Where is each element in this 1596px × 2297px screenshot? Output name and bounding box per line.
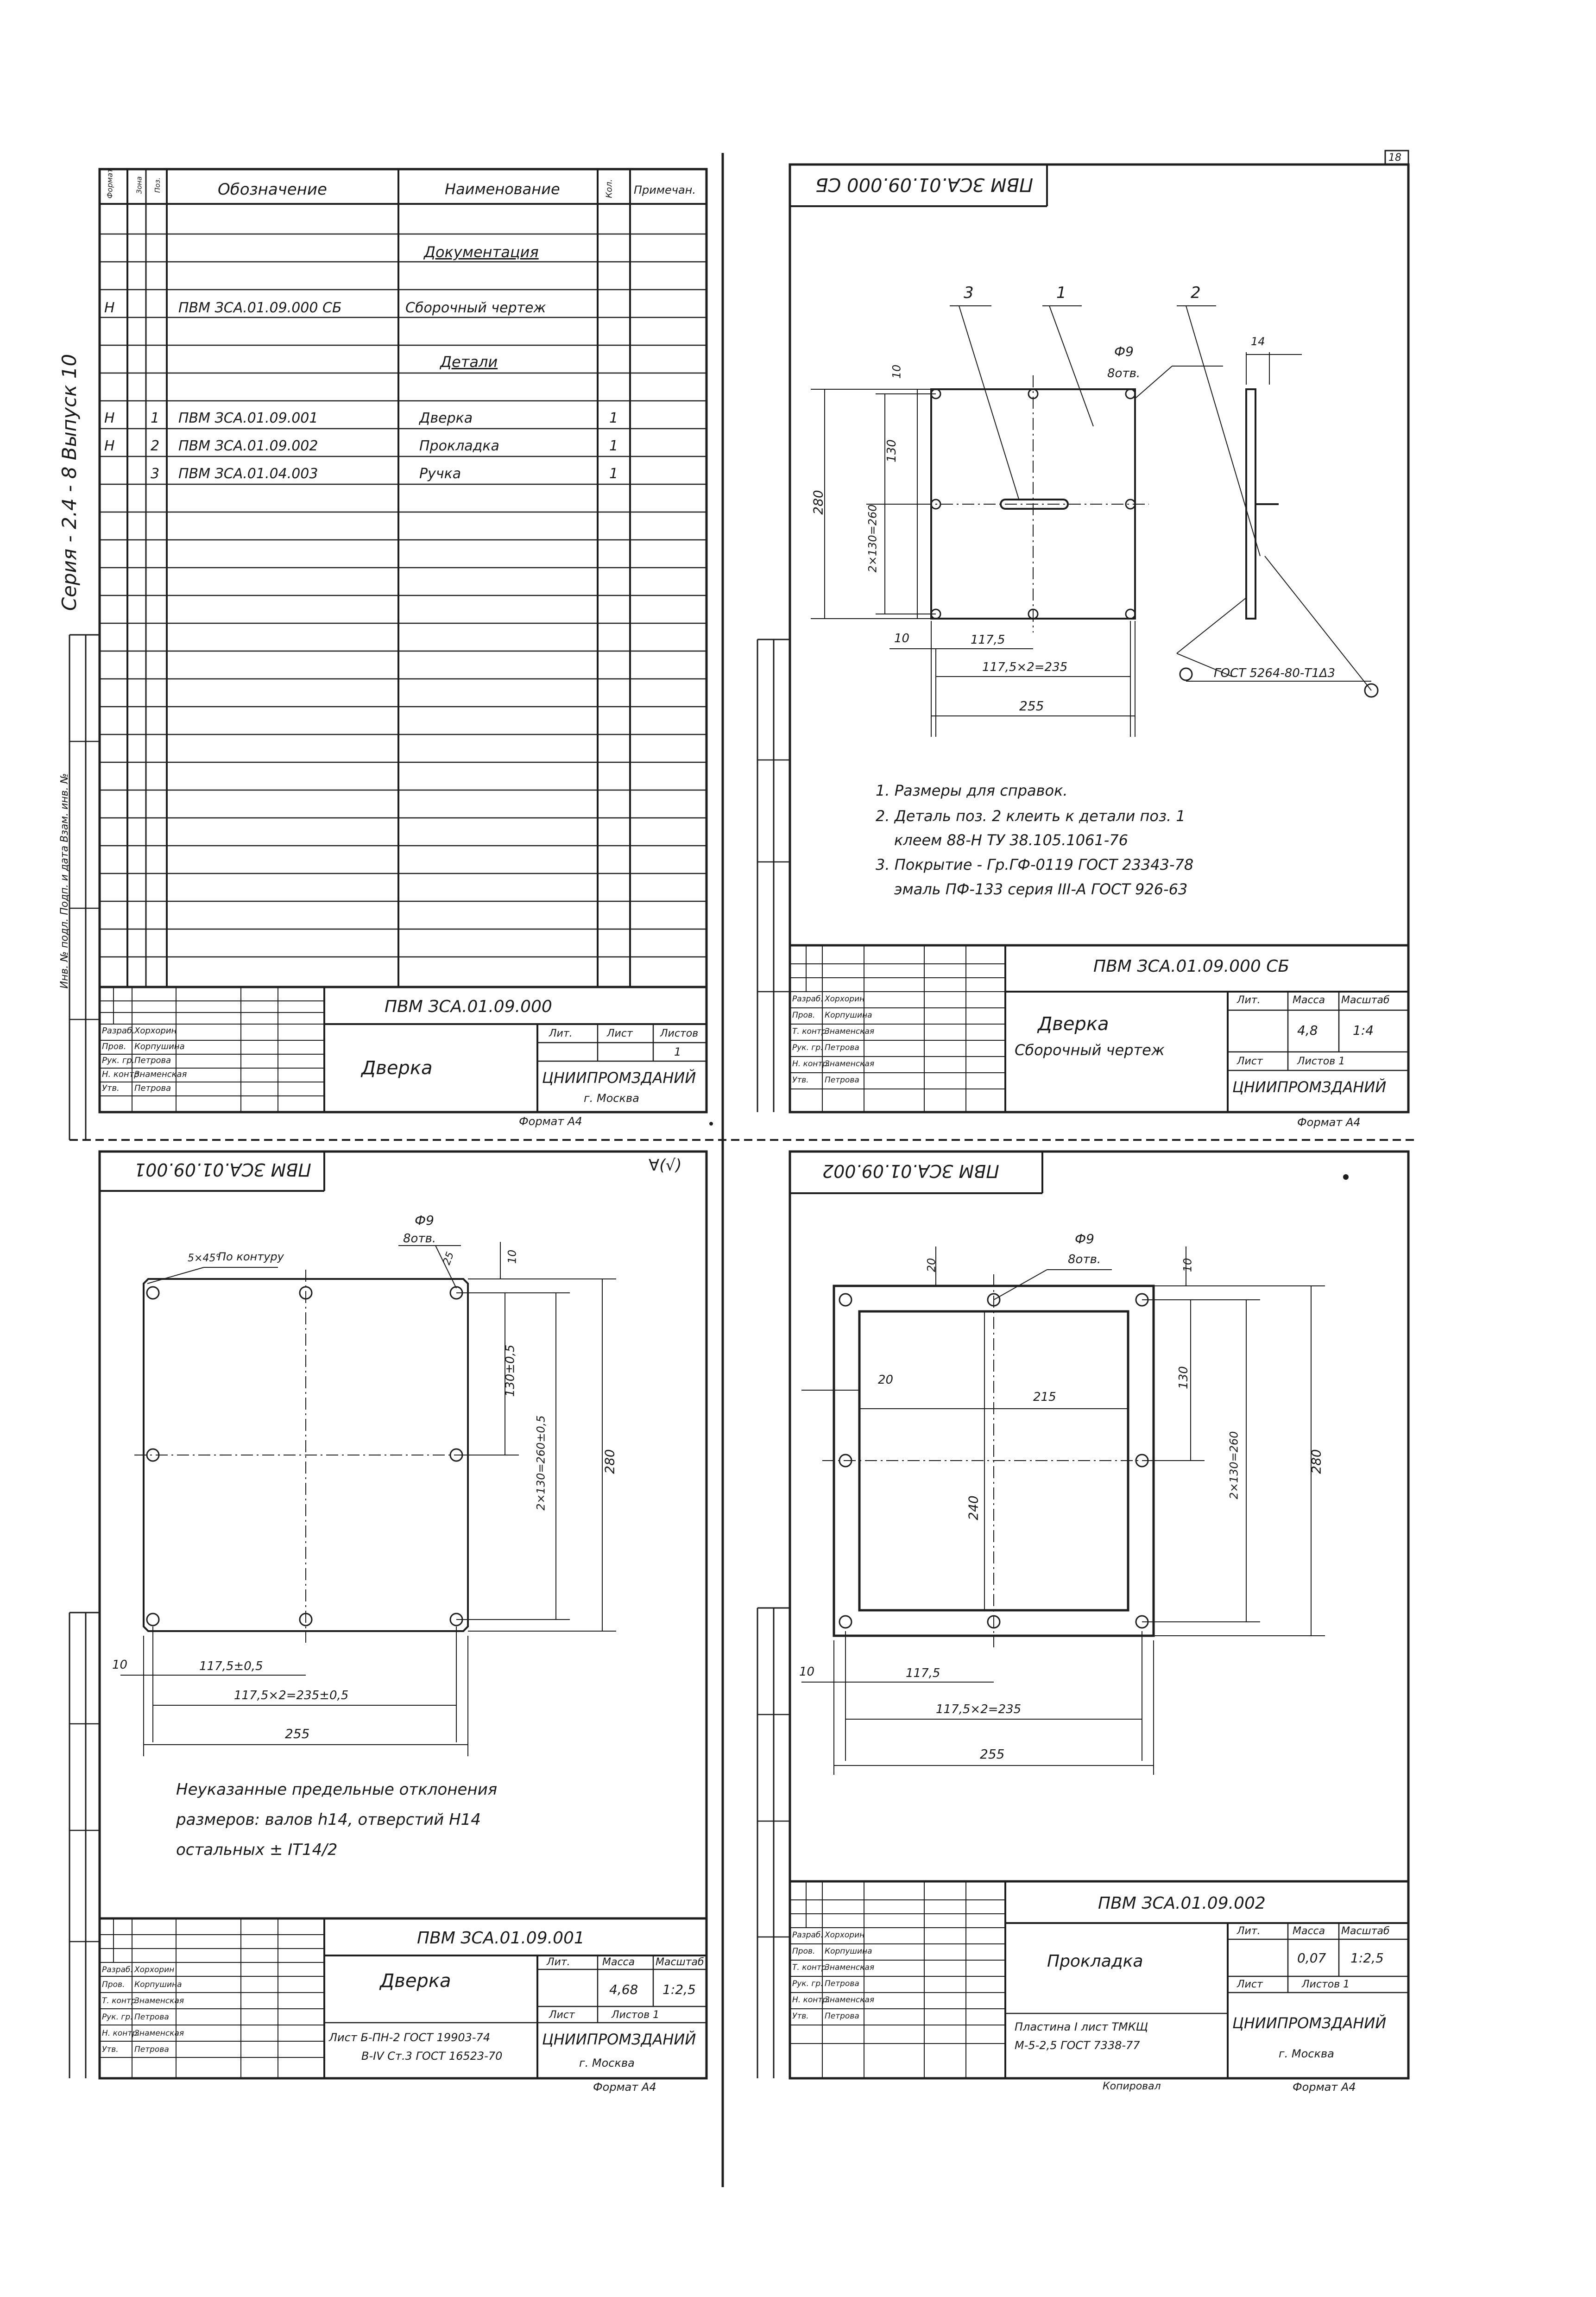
callout-pos-3: 3 [964,284,974,302]
q4-dim-10-bottom: 10 [799,1665,815,1679]
q3-name-1: Хорхорин [134,1965,175,1974]
q2-name-1: Хорхорин [825,994,865,1004]
q4-role-6: Утв. [792,2012,809,2021]
q4-dim-2x130: 2×130=260 [1227,1431,1241,1500]
q4-name-4: Петрова [825,1979,859,1988]
q3-header-code: ПВМ ЗСА.01.09.001 [134,1159,311,1180]
q3-name-3: Знаменская [134,1996,184,2006]
q2-sheets-label: Листов 1 [1297,1056,1345,1067]
q1-role-5: Утв. [102,1083,120,1093]
q1-format-label: Формат А4 [519,1115,582,1128]
q4-header-code: ПВМ ЗСА.01.09.002 [822,1161,999,1181]
q2-note-1: 1. Размеры для справок. [876,782,1068,799]
q3-note-1: Неуказанные предельные отклонения [176,1780,498,1799]
q4-holes-count: 8отв. [1068,1253,1101,1266]
q2-scale-value: 1:4 [1353,1023,1374,1038]
q1-city: г. Москва [584,1092,639,1105]
doc-row-designation: ПВМ ЗСА.01.09.000 СБ [178,300,342,316]
q2-hole-dia: Ф9 [1114,344,1134,359]
q4-dim-255: 255 [980,1746,1005,1762]
q4-name-6: Петрова [825,2012,859,2021]
q4-mass-value: 0,07 [1297,1950,1326,1966]
q4-sheets-label: Листов 1 [1302,1979,1350,1990]
q4-mass-label: Масса [1293,1925,1325,1937]
col-note-header: Примечан. [634,184,696,196]
q3-role-1: Разраб. [102,1965,133,1974]
q1-name-1: Хорхорин [134,1026,177,1036]
q2-dim-130: 130 [884,439,899,462]
callout-pos-2: 2 [1191,284,1201,302]
q3-hole-dia: Ф9 [415,1213,434,1228]
q4-dim-240: 240 [965,1495,981,1520]
q2-dim-280: 280 [810,490,826,515]
q2-gost-weld: ГОСТ 5264-80-Т1Δ3 [1214,666,1336,680]
sheet-number: 18 [1388,152,1401,164]
q4-name-2: Корпушина [825,1947,872,1956]
q4-hole-dia: Ф9 [1075,1231,1094,1247]
q2-title-code: ПВМ ЗСА.01.09.000 СБ [1093,957,1290,976]
q2-holes-count: 8отв. [1107,367,1141,380]
q3-sheets-label: Листов 1 [612,2009,660,2021]
q4-format-label: Формат А4 [1293,2081,1356,2094]
q3-material-1: Лист Б-ПН-2 ГОСТ 19903-74 [329,2031,491,2044]
q2-format-label: Формат А4 [1297,1116,1361,1129]
q3-material-2: В-IV Ст.3 ГОСТ 16523-70 [361,2050,503,2063]
q3-mass-label: Масса [602,1956,635,1968]
q3-role-6: Утв. [102,2045,119,2054]
q2-note-5: эмаль ПФ-133 серия III-А ГОСТ 926-63 [894,880,1188,898]
q3-city: г. Москва [579,2057,635,2069]
q3-dim-117x2: 117,5×2=235±0,5 [234,1689,349,1702]
spec-row-2-qty: 1 [609,438,618,454]
q2-role-3: Т. контр. [792,1027,829,1036]
col-format-header: Формат [105,168,114,199]
q2-dim-2x130: 2×130=260 [866,504,879,573]
series-vertical-text: Серия - 2.4 - 8 Выпуск 10 [58,354,81,611]
q4-lit-label: Лит. [1237,1925,1261,1937]
q2-name-5: Знаменская [825,1059,875,1069]
q4-title-name: Прокладка [1047,1952,1143,1971]
q3-holes-count: 8отв. [403,1232,436,1246]
section-documentation: Документация [424,243,539,261]
spec-row-1-qty: 1 [609,410,618,426]
q3-dim-10-top: 10 [505,1249,519,1264]
q3-title-code: ПВМ ЗСА.01.09.001 [417,1929,585,1948]
q3-dim-280: 280 [602,1449,618,1474]
q4-dim-280: 280 [1308,1449,1324,1474]
q3-dim-117: 117,5±0,5 [199,1659,263,1673]
q1-title-code: ПВМ ЗСА.01.09.000 [385,997,552,1016]
q2-lit-label: Лит. [1237,994,1261,1006]
q2-note-2: 2. Деталь поз. 2 клеить к детали поз. 1 [876,807,1186,825]
spec-row-2-pos: 2 [151,438,160,454]
q4-dim-130: 130 [1176,1366,1191,1389]
q2-note-4: 3. Покрытие - Гр.ГФ-0119 ГОСТ 23343-78 [876,856,1194,873]
q3-name-4: Петрова [134,2012,169,2022]
q1-name-3: Петрова [134,1056,171,1065]
q3-scale-value: 1:2,5 [662,1982,696,1997]
doc-row-name: Сборочный чертеж [405,300,546,316]
binding-stamp-text: Инв. № подл. Подп. и дата Взам. инв. № [59,773,70,989]
q2-role-6: Утв. [792,1076,809,1085]
q4-role-3: Т. контр. [792,1963,829,1972]
q3-contour: По контуру [218,1250,284,1263]
q1-org: ЦНИИПРОМЗДАНИЙ [542,1069,696,1087]
q2-sheet-label: Лист [1237,1056,1263,1067]
q1-lit-label: Лит. [549,1028,573,1039]
q1-role-1: Разраб. [102,1026,135,1036]
q4-material-2: М-5-2,5 ГОСТ 7338-77 [1015,2039,1140,2052]
spec-row-1-format: Н [104,410,115,426]
q3-title-name: Дверка [380,1970,451,1992]
q1-name-2: Корпушина [134,1042,185,1051]
q2-dim-255: 255 [1019,698,1044,714]
q2-name-2: Корпушина [825,1011,872,1020]
spec-row-2-name: Прокладка [419,438,499,454]
q3-dim-10-bottom: 10 [112,1658,128,1672]
q2-org: ЦНИИПРОМЗДАНИЙ [1232,1078,1387,1096]
q4-dim-117x2: 117,5×2=235 [936,1702,1022,1716]
q3-dim-25: 25 [441,1250,457,1267]
q4-title-code: ПВМ ЗСА.01.09.002 [1098,1894,1266,1913]
q4-role-1: Разраб. [792,1930,823,1940]
col-name-header: Наименование [445,180,560,198]
q2-header-code: ПВМ ЗСА.01.09.000 СБ [815,174,1034,195]
q4-org: ЦНИИПРОМЗДАНИЙ [1232,2014,1387,2032]
spec-row-3-designation: ПВМ ЗСА.01.04.003 [178,466,318,482]
q4-dim-117: 117,5 [906,1666,940,1680]
q3-role-5: Н. контр. [102,2029,140,2038]
q3-roughness: ∀(√) [649,1156,682,1175]
q3-org: ЦНИИПРОМЗДАНИЙ [542,2031,696,2048]
spec-row-1-pos: 1 [151,410,160,426]
q4-name-3: Знаменская [825,1963,875,1972]
q3-sheet-label: Лист [549,2009,575,2021]
q3-note-2: размеров: валов h14, отверстий H14 [176,1810,481,1829]
q4-city: г. Москва [1279,2047,1334,2060]
q2-name-3: Знаменская [825,1027,875,1036]
col-pos-header: Поз. [153,177,162,193]
q4-dim-10-top: 10 [1181,1258,1194,1272]
q1-sheets-label: Листов [660,1028,699,1039]
q2-dim-14: 14 [1251,335,1265,348]
spec-row-2-designation: ПВМ ЗСА.01.09.002 [178,438,318,454]
col-designation-header: Обозначение [218,180,327,199]
col-zone-header: Зона [135,176,144,194]
q2-dim-10-bottom: 10 [894,632,910,645]
q3-chamfer: 5×45° [188,1253,221,1264]
doc-row-format: Н [104,300,115,316]
q4-role-5: Н. контр. [792,1995,830,2005]
col-qty-header: Кол. [604,179,614,198]
q3-role-3: Т. контр. [102,1996,139,2006]
q2-role-4: Рук. гр. [792,1043,823,1052]
q2-dim-117: 117,5 [971,633,1005,647]
spec-row-3-name: Ручка [419,466,461,482]
spec-row-1-name: Дверка [419,410,473,426]
spec-row-1-designation: ПВМ ЗСА.01.09.001 [178,410,318,426]
q2-note-3: клеем 88-Н ТУ 38.105.1061-76 [894,831,1129,849]
callout-pos-1: 1 [1056,284,1066,302]
q4-dim-20-left: 20 [878,1373,894,1387]
q3-dim-255: 255 [285,1726,310,1741]
q3-dim-2x130: 2×130=260±0,5 [534,1415,548,1511]
q1-role-3: Рук. гр. [102,1056,135,1065]
q2-role-1: Разраб. [792,994,823,1004]
q4-dim-215: 215 [1033,1390,1056,1404]
q4-material-1: Пластина I лист ТМКЩ [1015,2020,1148,2033]
q3-scale-label: Масштаб [656,1956,704,1968]
q1-role-4: Н. контр. [102,1069,142,1079]
q2-dim-117x2: 117,5×2=235 [982,660,1068,674]
q4-scale-value: 1:2,5 [1350,1950,1384,1966]
q4-name-5: Знаменская [825,1995,875,2005]
q2-mass-label: Масса [1293,994,1325,1006]
q1-sheet-label: Лист [607,1028,633,1039]
section-parts: Детали [440,353,498,371]
q4-name-1: Хорхорин [825,1930,865,1940]
spec-row-3-qty: 1 [609,466,618,482]
q3-name-2: Корпушина [134,1980,182,1989]
q1-title-name: Дверка [361,1057,433,1079]
q2-name-6: Петрова [825,1076,859,1085]
q3-name-5: Знаменская [134,2029,184,2038]
q3-role-2: Пров. [102,1980,125,1989]
q3-note-3: остальных ± IT14/2 [176,1841,338,1859]
q4-dim-20-top: 20 [925,1258,938,1272]
q3-dim-130: 130±0,5 [503,1344,517,1397]
q2-role-2: Пров. [792,1011,815,1020]
q3-lit-label: Лит. [547,1956,570,1968]
q2-title-name: Дверка [1038,1013,1109,1035]
q4-scale-label: Масштаб [1341,1925,1390,1937]
q3-name-6: Петрова [134,2045,169,2054]
q3-mass-value: 4,68 [609,1982,638,1997]
q4-sheet-label: Лист [1237,1979,1263,1990]
spec-row-3-pos: 3 [151,466,160,482]
q3-role-4: Рук. гр. [102,2012,133,2022]
q4-role-2: Пров. [792,1947,815,1956]
q2-role-5: Н. контр. [792,1059,830,1069]
q1-name-5: Петрова [134,1083,171,1093]
q2-dim-10-top: 10 [890,364,903,379]
q1-sheets-value: 1 [674,1045,681,1058]
q4-copied-label: Копировал [1103,2081,1161,2092]
q2-name-4: Петрова [825,1043,859,1052]
q2-scale-label: Масштаб [1341,994,1390,1006]
spec-row-2-format: Н [104,438,115,454]
q1-name-4: Знаменская [134,1069,187,1079]
q3-format-label: Формат А4 [593,2081,656,2094]
q4-role-4: Рук. гр. [792,1979,823,1988]
q2-mass-value: 4,8 [1297,1023,1318,1038]
q1-role-2: Пров. [102,1042,126,1051]
q2-title-subtitle: Сборочный чертеж [1015,1041,1165,1059]
